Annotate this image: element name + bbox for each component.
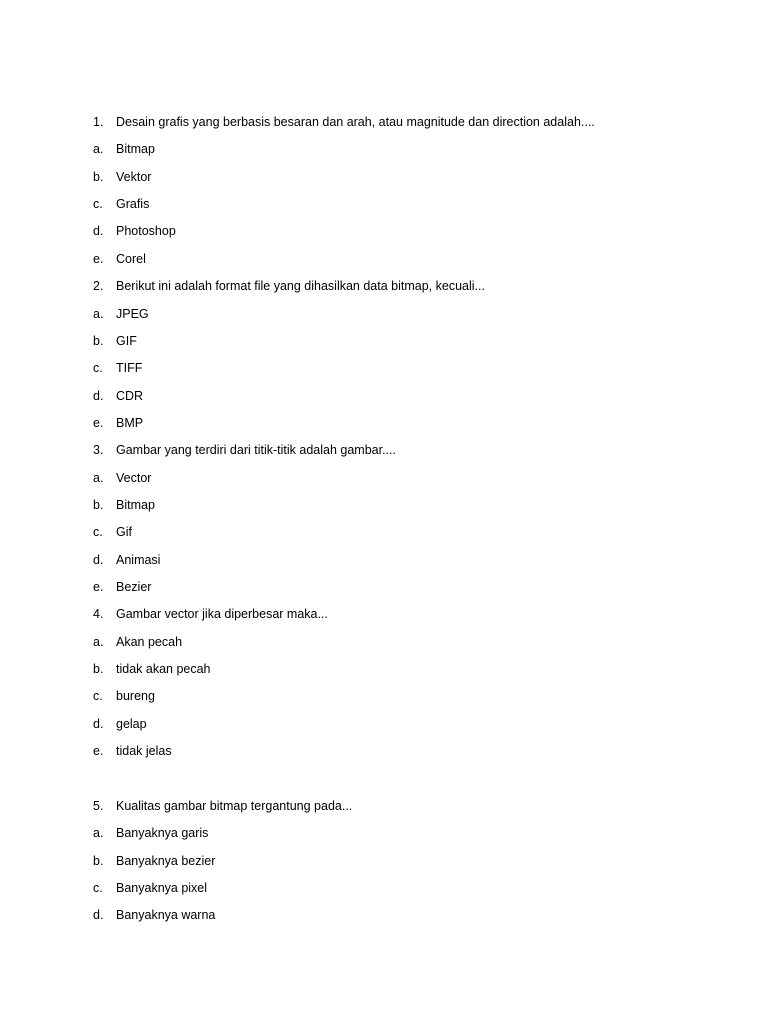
option-text: Vektor xyxy=(116,170,152,184)
question-text: Berikut ini adalah format file yang dihasilkan data bitmap, kecuali... xyxy=(116,279,485,293)
option-text: Bezier xyxy=(116,580,152,594)
option-letter: c. xyxy=(93,197,103,211)
option-4b xyxy=(0,659,768,679)
option-2e xyxy=(0,413,768,433)
option-letter: e. xyxy=(93,744,104,758)
option-2c xyxy=(0,358,768,378)
option-letter: e. xyxy=(93,416,104,430)
option-letter: d. xyxy=(93,908,104,922)
option-text: Gif xyxy=(116,525,132,539)
option-text: TIFF xyxy=(116,361,143,375)
option-1e xyxy=(0,249,768,269)
option-text: Vector xyxy=(116,471,152,485)
option-5b xyxy=(0,851,768,871)
option-text: Photoshop xyxy=(116,224,176,238)
option-4c xyxy=(0,686,768,706)
question-number: 2. xyxy=(93,279,104,293)
option-3e xyxy=(0,577,768,597)
option-text: Bitmap xyxy=(116,498,155,512)
option-1a xyxy=(0,139,768,159)
option-letter: d. xyxy=(93,553,104,567)
option-4e xyxy=(0,741,768,761)
option-text: tidak jelas xyxy=(116,744,172,758)
option-letter: c. xyxy=(93,361,103,375)
option-text: BMP xyxy=(116,416,144,430)
option-letter: b. xyxy=(93,498,104,512)
option-letter: d. xyxy=(93,224,104,238)
question-5 xyxy=(0,796,768,816)
option-letter: a. xyxy=(93,826,104,840)
question-text: Desain grafis yang berbasis besaran dan arah, atau magnitude dan direction adalah.... xyxy=(116,115,595,129)
option-text: gelap xyxy=(116,717,147,731)
option-letter: e. xyxy=(93,580,104,594)
option-3a xyxy=(0,468,768,488)
question-text: Kualitas gambar bitmap tergantung pada... xyxy=(116,799,353,813)
option-text: bureng xyxy=(116,689,155,703)
option-1d xyxy=(0,221,768,241)
question-number: 4. xyxy=(93,607,104,621)
option-5a xyxy=(0,823,768,843)
option-text: JPEG xyxy=(116,307,149,321)
question-number: 5. xyxy=(93,799,104,813)
option-4d xyxy=(0,714,768,734)
option-3d xyxy=(0,550,768,570)
question-1 xyxy=(0,112,768,132)
option-letter: b. xyxy=(93,170,104,184)
option-4a xyxy=(0,632,768,652)
question-number: 1. xyxy=(93,115,104,129)
option-letter: d. xyxy=(93,389,104,403)
option-letter: a. xyxy=(93,142,104,156)
option-letter: c. xyxy=(93,525,103,539)
question-number: 3. xyxy=(93,443,104,457)
option-text: CDR xyxy=(116,389,144,403)
option-text: Banyaknya warna xyxy=(116,908,216,922)
option-text: Akan pecah xyxy=(116,635,183,649)
option-letter: c. xyxy=(93,881,103,895)
option-2d xyxy=(0,386,768,406)
option-1b xyxy=(0,167,768,187)
option-letter: b. xyxy=(93,334,104,348)
option-text: Banyaknya bezier xyxy=(116,854,216,868)
question-text: Gambar yang terdiri dari titik-titik adalah gambar.... xyxy=(116,443,396,457)
option-letter: e. xyxy=(93,252,104,266)
option-letter: c. xyxy=(93,689,103,703)
option-5c xyxy=(0,878,768,898)
option-letter: a. xyxy=(93,635,104,649)
option-text: Banyaknya garis xyxy=(116,826,209,840)
option-3c xyxy=(0,522,768,542)
option-text: Animasi xyxy=(116,553,161,567)
question-2 xyxy=(0,276,768,296)
option-3b xyxy=(0,495,768,515)
option-text: Grafis xyxy=(116,197,150,211)
option-2b xyxy=(0,331,768,351)
option-1c xyxy=(0,194,768,214)
question-4 xyxy=(0,604,768,624)
option-letter: a. xyxy=(93,471,104,485)
option-letter: b. xyxy=(93,854,104,868)
option-2a xyxy=(0,304,768,324)
question-3 xyxy=(0,440,768,460)
question-text: Gambar vector jika diperbesar maka... xyxy=(116,607,328,621)
option-letter: a. xyxy=(93,307,104,321)
option-text: Corel xyxy=(116,252,146,266)
option-text: Bitmap xyxy=(116,142,155,156)
option-letter: d. xyxy=(93,717,104,731)
option-5d xyxy=(0,905,768,925)
option-text: Banyaknya pixel xyxy=(116,881,208,895)
option-letter: b. xyxy=(93,662,104,676)
option-text: tidak akan pecah xyxy=(116,662,211,676)
option-text: GIF xyxy=(116,334,137,348)
